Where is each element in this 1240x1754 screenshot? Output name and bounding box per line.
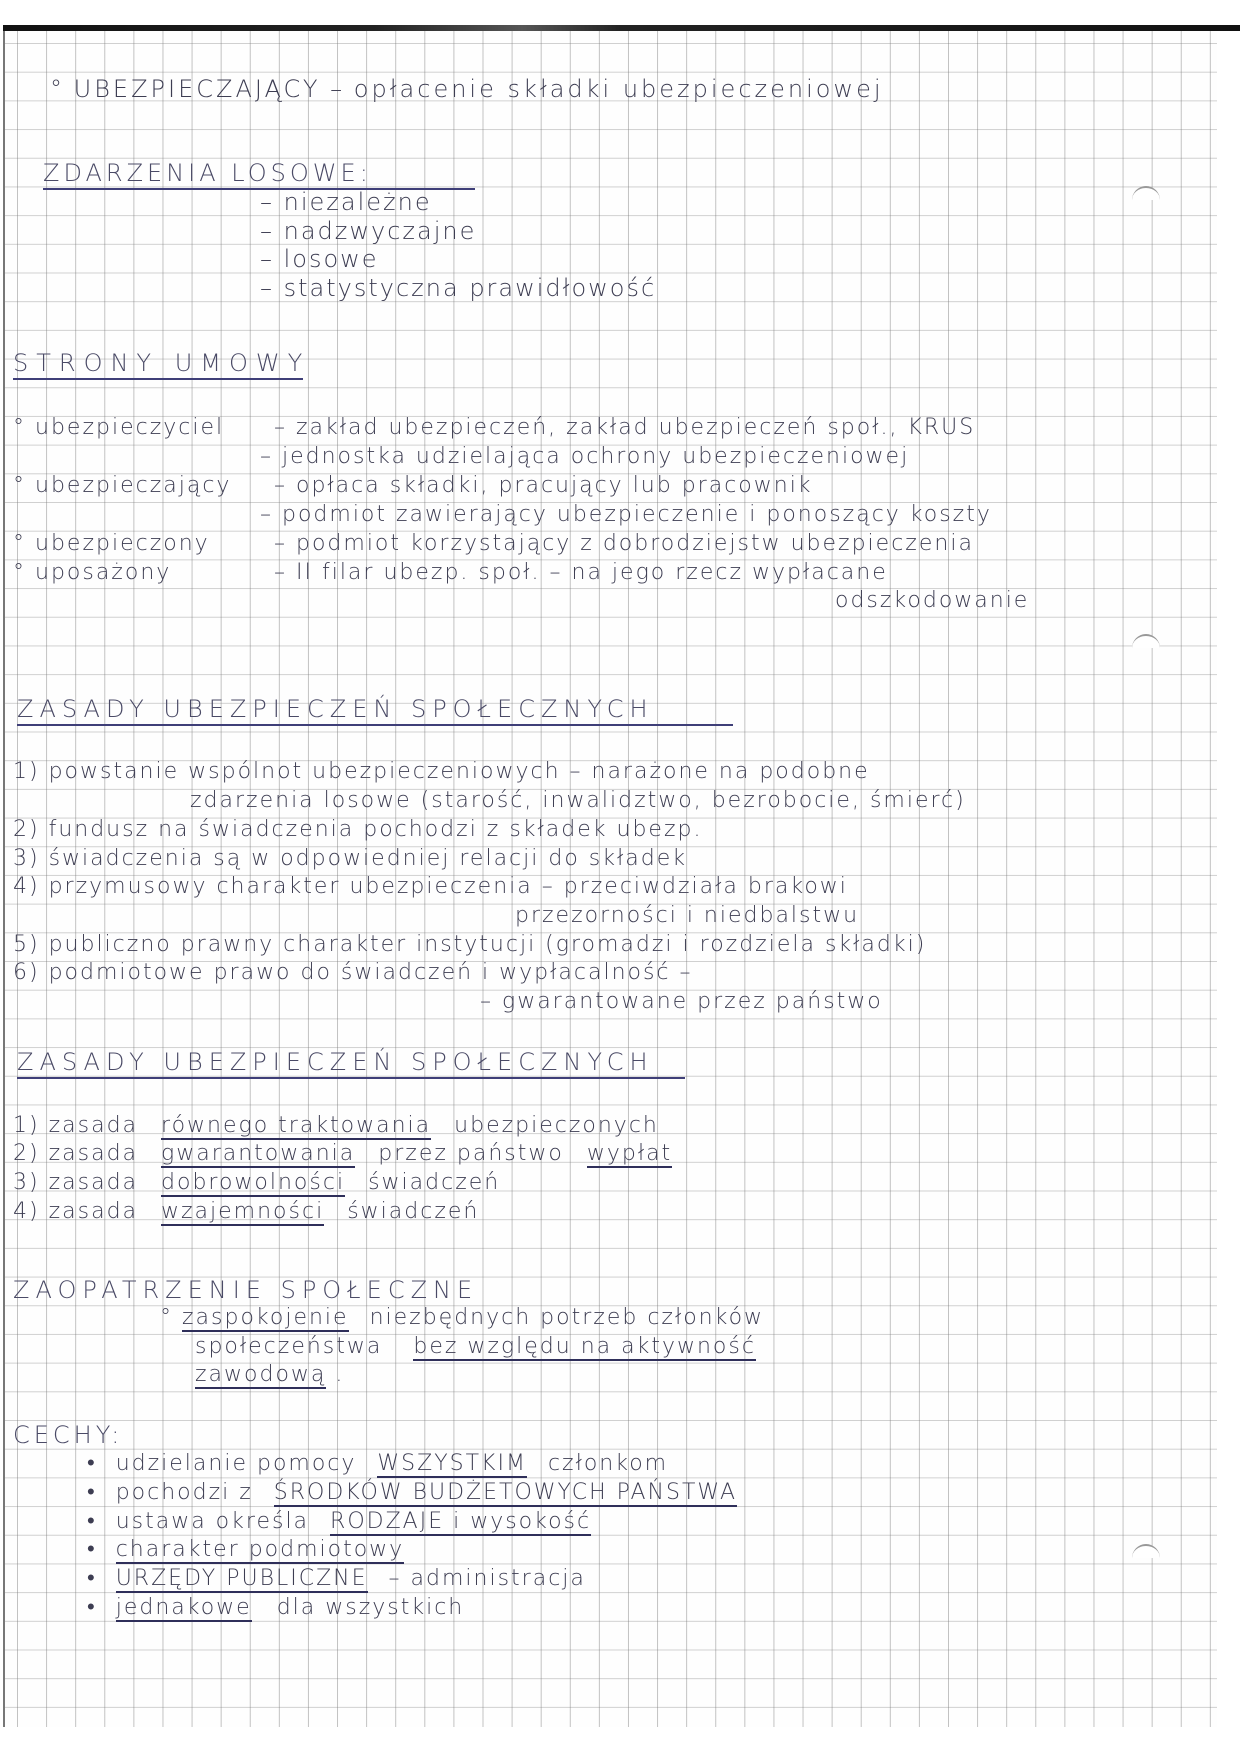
contract-row: – jednostka udzielająca ochrony ubezpieczeniowej	[260, 444, 910, 469]
principle-line: 1) powstanie wspólnot ubezpieczeniowych – narażone na podobne	[13, 759, 870, 784]
intro-line	[50, 75, 884, 103]
rule-key-term: równego traktowania	[161, 1113, 432, 1138]
list-item: – losowe	[260, 245, 379, 273]
margin-notch-top	[1132, 186, 1160, 200]
section-heading-strony: STRONY UMOWY	[13, 349, 303, 380]
bullet: °	[160, 1305, 173, 1330]
feature-item	[87, 1508, 591, 1534]
definition: opłacenie składki ubezpieczeniowej	[353, 75, 884, 103]
rule-prefix: zasada	[48, 1113, 139, 1138]
text: społeczeństwa	[195, 1334, 383, 1359]
contract-row: odszkodowanie	[835, 588, 1030, 613]
contract-row	[13, 415, 975, 440]
text: niezbędnych potrzeb członków	[369, 1305, 765, 1330]
bullet: °	[50, 75, 64, 103]
term: ubezpieczający	[35, 473, 232, 498]
rule-suffix: przez państwo	[378, 1141, 564, 1166]
definition: – podmiot korzystający z dobrodziejstw ubezpieczenia	[274, 531, 974, 556]
period: .	[335, 1362, 345, 1387]
key-term: WSZYSTKIM	[377, 1451, 527, 1476]
principle-line: – gwarantowane przez państwo	[480, 989, 883, 1014]
text: ustawa określa	[115, 1509, 310, 1534]
text: – administracja	[388, 1566, 586, 1591]
rule-suffix: świadczeń	[347, 1199, 480, 1224]
text: dla wszystkich	[276, 1595, 465, 1620]
rule-item	[13, 1199, 479, 1224]
rule-number: 2)	[13, 1141, 40, 1166]
text: udzielanie pomocy	[115, 1451, 357, 1476]
bullet: •	[87, 1537, 97, 1562]
feature-item	[87, 1536, 404, 1562]
rule-number: 1)	[13, 1113, 40, 1138]
rule-number: 3)	[13, 1170, 40, 1195]
principle-line: zdarzenia losowe (starość, inwalidztwo, bezrobocie, śmierć)	[190, 788, 966, 813]
definition: – II filar ubezp. społ. – na jego rzecz wypłacane	[274, 560, 888, 585]
supply-line-3	[195, 1362, 344, 1387]
contract-row	[13, 531, 974, 556]
definition: – opłaca składki, pracujący lub pracownik	[274, 473, 813, 498]
text: członkom	[547, 1451, 669, 1476]
key-term: RODZAJE i wysokość	[330, 1509, 592, 1534]
feature-item	[87, 1479, 737, 1505]
key-term: jednakowe	[115, 1595, 252, 1620]
principle-line: 4) przymusowy charakter ubezpieczenia – przeciwdziała brakowi	[13, 874, 848, 899]
rule-item	[13, 1141, 672, 1166]
bullet: °	[13, 415, 26, 440]
rule-suffix: świadczeń	[368, 1170, 501, 1195]
supply-line-2	[195, 1334, 756, 1359]
rule-prefix: zasada	[48, 1170, 139, 1195]
key-term: zaspokojenie	[182, 1305, 349, 1330]
feature-item	[87, 1594, 464, 1620]
rule-number: 4)	[13, 1199, 40, 1224]
section-heading-cechy: CECHY:	[13, 1421, 124, 1449]
term: ubezpieczyciel	[35, 415, 225, 440]
rule-key-term: dobrowolności	[161, 1170, 346, 1195]
bullet: •	[87, 1595, 97, 1620]
margin-notch-bottom	[1132, 1544, 1160, 1558]
rule-prefix: zasada	[48, 1199, 139, 1224]
key-term: charakter podmiotowy	[115, 1537, 405, 1562]
section-heading-zdarzenia: ZDARZENIA LOSOWE:	[43, 159, 475, 190]
key-term: zawodową	[195, 1362, 327, 1387]
section-heading-zaopatrzenie: ZAOPATRZENIE SPOŁECZNE	[13, 1276, 479, 1304]
margin-notch-middle	[1132, 634, 1160, 648]
key-term: bez względu na aktywność	[413, 1334, 756, 1359]
contract-row: – podmiot zawierający ubezpieczenie i ponoszący koszty	[260, 502, 992, 527]
rule-key-term: wzajemności	[161, 1199, 325, 1224]
principle-line: 3) świadczenia są w odpowiedniej relacji do składek	[13, 846, 687, 871]
term: uposażony	[35, 560, 172, 585]
bullet: •	[87, 1480, 97, 1505]
principle-line: 5) publiczno prawny charakter instytucji (gromadzi i rozdziela składki)	[13, 932, 927, 957]
principle-line: przezorności i niedbalstwu	[515, 903, 860, 928]
list-item: – statystyczna prawidłowość	[260, 274, 657, 302]
text: pochodzi z	[115, 1480, 253, 1505]
bullet: •	[87, 1509, 97, 1534]
rule-suffix: ubezpieczonych	[454, 1113, 659, 1138]
bullet: •	[87, 1566, 97, 1591]
principle-line: 2) fundusz na świadczenia pochodzi z składek ubezp.	[13, 817, 703, 842]
bullet: •	[87, 1451, 97, 1476]
key-term: ŚRODKÓW BUDŻETOWYCH PAŃSTWA	[273, 1480, 738, 1505]
list-item: – nadzwyczajne	[260, 217, 477, 245]
principle-line: 6) podmiotowe prawo do świadczeń i wypłacalność –	[13, 960, 693, 985]
rule-key-term-2: wypłat	[586, 1141, 673, 1166]
contract-row	[13, 473, 813, 498]
bullet: °	[13, 531, 26, 556]
rule-key-term: gwarantowania	[161, 1141, 356, 1166]
supply-line-1	[160, 1305, 764, 1330]
notebook-page	[3, 31, 1217, 1727]
rule-item	[13, 1170, 500, 1195]
key-term: URZĘDY PUBLICZNE	[115, 1566, 368, 1591]
rule-prefix: zasada	[48, 1141, 139, 1166]
bullet: °	[13, 560, 26, 585]
dash: –	[330, 75, 345, 103]
feature-item	[87, 1565, 586, 1591]
contract-row	[13, 560, 888, 585]
section-heading-zasady-2: ZASADY UBEZPIECZEŃ SPOŁECZNYCH	[17, 1048, 685, 1079]
section-heading-zasady-1: ZASADY UBEZPIECZEŃ SPOŁECZNYCH	[17, 695, 733, 726]
feature-item	[87, 1450, 668, 1476]
definition: – zakład ubezpieczeń, zakład ubezpieczeń społ., KRUS	[274, 415, 976, 440]
rule-item	[13, 1113, 659, 1138]
term: UBEZPIECZAJĄCY	[73, 75, 321, 103]
bullet: °	[13, 473, 26, 498]
list-item: – niezależne	[260, 188, 432, 216]
term: ubezpieczony	[35, 531, 210, 556]
